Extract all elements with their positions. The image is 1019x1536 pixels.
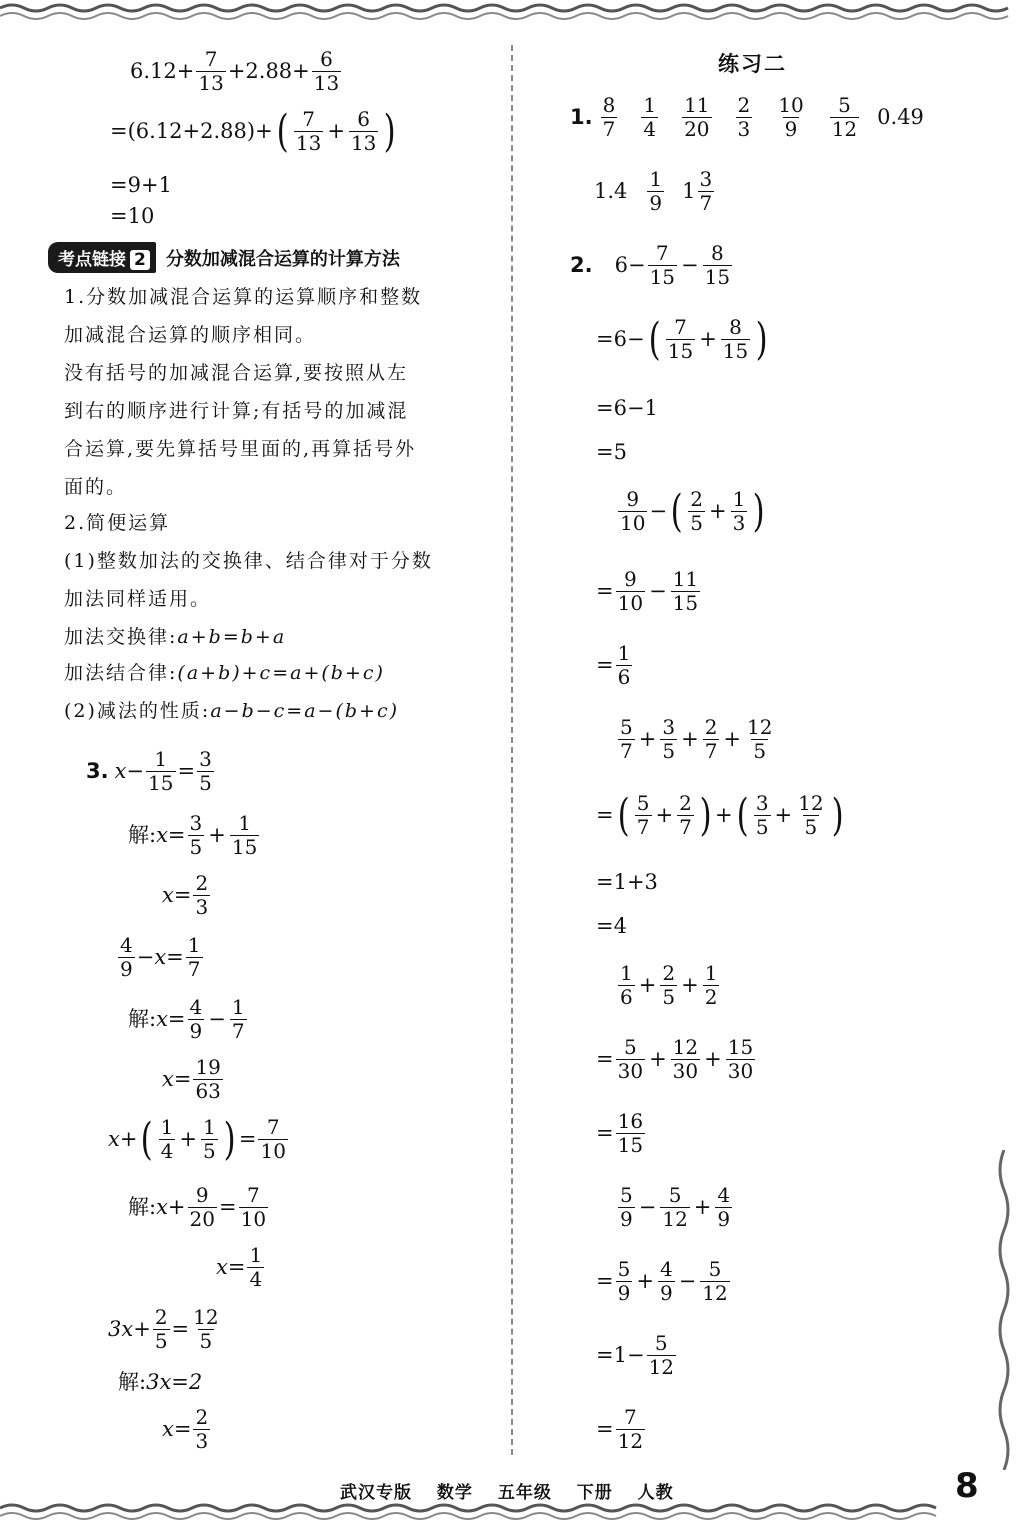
fraction: $\frac{9}{10}$: [620, 487, 646, 535]
fraction: $\frac{7}{13}$: [295, 107, 322, 155]
paragraph-line: 2.简便运算: [64, 512, 171, 534]
page-number: 8: [955, 1466, 979, 1506]
fraction: $\frac{1}{3}$: [732, 487, 746, 535]
fraction: $\frac{8}{15}$: [704, 241, 731, 289]
fraction: $\frac{6}{13}$: [313, 47, 340, 95]
fraction: $\frac{1}{4}$: [249, 1243, 263, 1291]
fraction: $\frac{3}{7}$: [699, 167, 713, 215]
fraction: $\frac{3}{5}$: [189, 811, 203, 859]
q3-eq4-step1: 解: 3x=2: [118, 1370, 203, 1394]
fraction: $\frac{2}{7}$: [679, 791, 692, 839]
q3-eq4-step2: x= $\frac{2}{3}$: [162, 1405, 209, 1453]
column-divider: [511, 45, 513, 1455]
fraction: $\frac{4}{9}$: [189, 995, 203, 1043]
fraction: $\frac{1}{9}$: [649, 167, 663, 215]
q2-a2: =6− ( $\frac{7}{15}$ + $\frac{8}{15}$ ): [596, 313, 768, 365]
fraction: $\frac{7}{10}$: [240, 1183, 267, 1231]
q2-d2: = $\frac{5}{30}$ + $\frac{12}{30}$ + $\frac{15}{30}$: [596, 1035, 754, 1083]
fraction: $\frac{1}{6}$: [617, 641, 631, 689]
fraction: $\frac{12}{30}$: [672, 1035, 699, 1083]
fraction: $\frac{5}{7}$: [636, 791, 650, 839]
fraction: $\frac{5}{12}$: [662, 1183, 688, 1231]
calc-line-4: =10: [110, 204, 155, 228]
q3-eq1-step2: x= $\frac{2}{3}$: [162, 871, 209, 919]
bottom-wave-border: [0, 1498, 1019, 1526]
fraction: $\frac{7}{15}$: [649, 241, 676, 289]
fraction: $\frac{1}{5}$: [202, 1115, 216, 1163]
fraction: $\frac{2}{5}$: [690, 487, 703, 535]
fraction: $\frac{3}{5}$: [755, 791, 769, 839]
knowledge-link-header: [48, 242, 400, 273]
top-wave-border: [0, 0, 1019, 28]
fraction: $\frac{7}{15}$: [667, 315, 694, 363]
q3-eq1-step1: 解: x= $\frac{3}{5}$ + $\frac{1}{15}$: [128, 811, 258, 859]
fraction: $\frac{8}{15}$: [722, 315, 749, 363]
fraction: $\frac{2}{3}$: [737, 93, 751, 141]
fraction: $\frac{7}{13}$: [198, 47, 224, 95]
q2-a4: =5: [596, 440, 627, 464]
q2-a3: =6−1: [596, 396, 658, 420]
fraction: $\frac{12}{5}$: [747, 715, 773, 763]
fraction: $\frac{10}{9}$: [778, 93, 804, 141]
link-badge: 考点链接 2: [48, 242, 156, 273]
law-commutative: 加法交换律:a+b=b+a: [64, 626, 287, 648]
fraction: $\frac{5}{12}$: [648, 1331, 675, 1379]
calc-line-2: =(6.12+2.88)+ ( $\frac{7}{13}$ + $\frac{6}{13}$ ): [110, 105, 396, 157]
q2-d1: $\frac{1}{6}$ + $\frac{2}{5}$ + $\frac{1}{2}$: [620, 961, 718, 1009]
fraction: $\frac{11}{20}$: [684, 93, 710, 141]
q2-c3: =1+3: [596, 870, 658, 894]
section-heading: 练习二: [718, 52, 787, 76]
fraction: $\frac{15}{30}$: [727, 1035, 754, 1083]
fraction: $\frac{3}{5}$: [662, 715, 676, 763]
fraction: $\frac{9}{10}$: [617, 567, 644, 615]
q3-eq1: 3. x− $\frac{1}{15}$ = $\frac{3}{5}$: [86, 747, 212, 795]
q3-eq2: $\frac{4}{9}$ −x= $\frac{1}{7}$: [120, 933, 201, 981]
fraction: $\frac{2}{5}$: [154, 1305, 168, 1353]
fraction: $\frac{1}{2}$: [704, 961, 718, 1009]
footer-text: 武汉专版 数学 五年级 下册 人教: [340, 1483, 674, 1503]
fraction: $\frac{1}{7}$: [231, 995, 245, 1043]
fraction: $\frac{5}{9}$: [617, 1257, 631, 1305]
fraction: $\frac{9}{20}$: [189, 1183, 215, 1231]
fraction: $\frac{11}{15}$: [672, 567, 699, 615]
paragraph-line: 加法同样适用。: [64, 588, 212, 610]
fraction: $\frac{12}{5}$: [798, 791, 824, 839]
paragraph-line: 没有括号的加减混合运算,要按照从左: [64, 362, 409, 384]
fraction: $\frac{5}{12}$: [831, 93, 858, 141]
paragraph-line: 合运算,要先算括号里面的,再算括号外: [64, 438, 417, 460]
q3-eq3-step2: x= $\frac{1}{4}$: [216, 1243, 263, 1291]
fraction: $\frac{4}{9}$: [659, 1257, 673, 1305]
paragraph-line: (1)整数加法的交换律、结合律对于分数: [64, 550, 433, 572]
fraction: $\frac{5}{7}$: [620, 715, 633, 763]
q3-eq3-step1: 解: x+ $\frac{9}{20}$ = $\frac{7}{10}$: [128, 1183, 267, 1231]
q3-eq2-step1: 解: x= $\frac{4}{9}$ − $\frac{1}{7}$: [128, 995, 245, 1043]
q2-a1: 2. 6− $\frac{7}{15}$ − $\frac{8}{15}$: [570, 241, 731, 289]
fraction: $\frac{5}{12}$: [702, 1257, 728, 1305]
fraction: $\frac{8}{7}$: [602, 93, 616, 141]
q2-c2: = ( $\frac{5}{7}$ + $\frac{2}{7}$ ) + ( $\frac{3}{5}$ + $\frac{12}{5}$ ): [596, 789, 844, 841]
fraction: $\frac{19}{63}$: [195, 1055, 221, 1103]
calc-line-1: 6.12+ $\frac{7}{13}$ +2.88+ $\frac{6}{13}$: [130, 47, 340, 95]
fraction: $\frac{12}{5}$: [193, 1305, 219, 1353]
law-associative: 加法结合律:(a+b)+c=a+(b+c): [64, 662, 385, 684]
fraction: $\frac{5}{30}$: [617, 1035, 644, 1083]
paragraph-line: 加减混合运算的顺序相同。: [64, 324, 317, 346]
fraction: $\frac{2}{5}$: [662, 961, 676, 1009]
link-title: 分数加减混合运算的计算方法: [165, 248, 400, 270]
fraction: $\frac{1}{7}$: [187, 933, 201, 981]
q1-row2: 1.4 $\frac{1}{9}$ 1 $\frac{3}{7}$: [594, 167, 713, 215]
q2-b1: $\frac{9}{10}$ − ( $\frac{2}{5}$ + $\frac{1}{3}$ ): [620, 485, 765, 537]
paragraph-line: 到右的顺序进行计算;有括号的加减混: [64, 400, 409, 422]
fraction: $\frac{7}{12}$: [617, 1405, 644, 1453]
fraction: $\frac{2}{3}$: [195, 871, 209, 919]
paragraph-line: 面的。: [64, 476, 128, 498]
fraction: $\frac{2}{3}$: [195, 1405, 209, 1453]
q2-b2: = $\frac{9}{10}$ − $\frac{11}{15}$: [596, 567, 699, 615]
fraction: $\frac{5}{9}$: [620, 1183, 633, 1231]
q2-e2: = $\frac{5}{9}$ + $\frac{4}{9}$ − $\frac{5}{12}$: [596, 1257, 728, 1305]
q2-b3: = $\frac{1}{6}$: [596, 641, 631, 689]
fraction: $\frac{16}{15}$: [617, 1109, 644, 1157]
page-edge-decoration: [994, 1150, 1014, 1470]
q2-c4: =4: [596, 914, 627, 938]
q3-eq3: x+ ( $\frac{1}{4}$ + $\frac{1}{5}$ ) = $\frac{7}{10}$: [108, 1113, 286, 1165]
fraction: $\frac{1}{15}$: [231, 811, 258, 859]
q3-eq2-step2: x= $\frac{19}{63}$: [162, 1055, 221, 1103]
fraction: $\frac{7}{10}$: [260, 1115, 286, 1163]
calc-line-3: =9+1: [110, 173, 172, 197]
fraction: $\frac{1}{15}$: [148, 747, 174, 795]
fraction: $\frac{2}{7}$: [704, 715, 718, 763]
fraction: $\frac{1}{6}$: [620, 961, 633, 1009]
q2-c1: $\frac{5}{7}$ + $\frac{3}{5}$ + $\frac{2}{7}$ + $\frac{12}{5}$: [620, 715, 773, 763]
fraction: $\frac{4}{9}$: [717, 1183, 731, 1231]
fraction: $\frac{3}{5}$: [199, 747, 212, 795]
q2-e4: = $\frac{7}{12}$: [596, 1405, 644, 1453]
fraction: $\frac{1}{4}$: [643, 93, 657, 141]
q2-d3: = $\frac{16}{15}$: [596, 1109, 644, 1157]
law-subtraction: (2)减法的性质:a−b−c=a−(b+c): [64, 700, 400, 722]
q1-row1: 1. $\frac{8}{7}$ $\frac{1}{4}$ $\frac{11}{20}$ $\frac{2}{3}$ $\frac{10}{9}$ $\frac{5}{12}$ 0.49: [570, 93, 924, 141]
fraction: $\frac{4}{9}$: [120, 933, 133, 981]
paragraph-line: 1.分数加减混合运算的运算顺序和整数: [64, 286, 423, 308]
q2-e1: $\frac{5}{9}$ − $\frac{5}{12}$ + $\frac{4}{9}$: [620, 1183, 731, 1231]
fraction: $\frac{1}{4}$: [160, 1115, 174, 1163]
fraction: $\frac{6}{13}$: [350, 107, 377, 155]
q3-eq4: 3x+ $\frac{2}{5}$ = $\frac{12}{5}$: [108, 1305, 219, 1353]
q2-e3: =1− $\frac{5}{12}$: [596, 1331, 675, 1379]
